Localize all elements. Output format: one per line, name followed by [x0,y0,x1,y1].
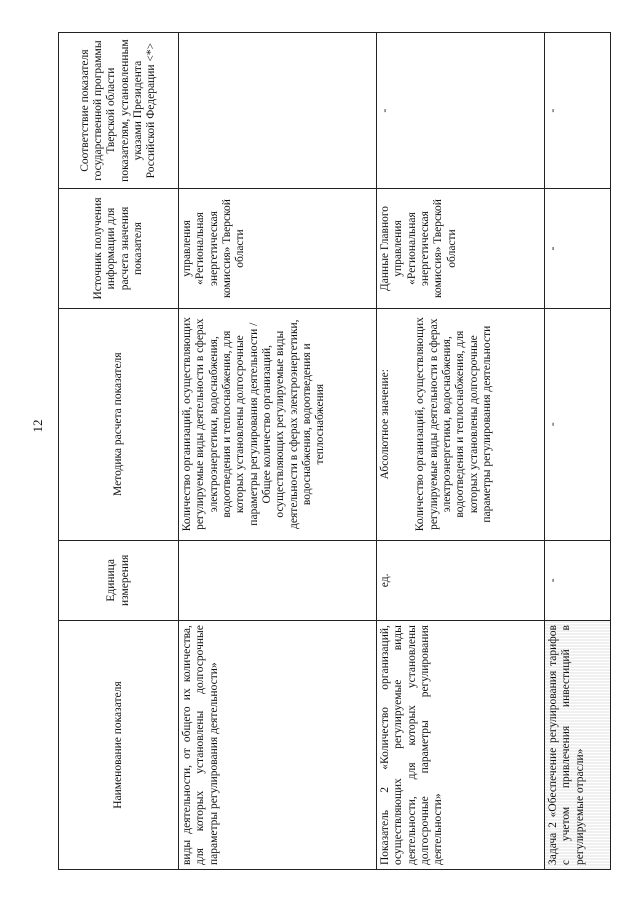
page-number: 12 [30,419,45,433]
row1-method: Количество организаций, осуществляющих регулируемые виды деятельности в сферах электроэнергетики, водоснабжения, водоотведения и теплоснабжения, для которых установлены долгосрочные параметры регулирования деятельности / Общее количество организаций, осуществляющих регулируемые виды деятельности в сферах электроэнергетики, водоснабжения, водоотведения и теплоснабжения [179,308,377,540]
row2-method: Количество организаций, осуществляющих регулируемые виды деятельности в сферах электроэнергетики, водоснабжения, водоотведения и теплоснабжения, для которых установлены долгосрочные параметры регулирования деятельности [414,317,493,532]
row3-compliance: - [545,33,611,189]
header-unit: Единица измерения [59,540,179,621]
row2-name: Показатель 2 «Количество организаций, осуществляющих регулируемые виды деятельности, для которых установлены долгосрочные параметры регулирования деятельности» [377,621,545,870]
rotated-table-container [58,32,610,870]
row1-name: виды деятельности, от общего их количества, для которых установлены долгосрочные параметры регулирования деятельности» [179,621,377,870]
row3-unit: - [545,540,611,621]
header-source: Источник получения информации для расчета значения показателя [59,189,179,309]
row1-unit [179,540,377,621]
row2-unit: ед. [377,540,545,621]
row2-method-cell [377,308,545,540]
row1-source: управления «Региональная энергетическая комиссия» Тверской области [179,189,377,309]
row3-source: - [545,189,611,309]
table-header-row [59,33,179,870]
row2-method-lead: Абсолютное значение: [379,369,391,480]
header-name: Наименование показателя [59,621,179,870]
header-method: Методика расчета показателя [59,308,179,540]
indicators-table [58,32,611,870]
row3-name: Задача 2 «Обеспечение регулирования тарифов с учетом привлечения инвестиций в регулируемые отрасли» [545,621,611,870]
table-row [545,33,611,870]
row2-source: Данные Главного управления «Региональная энергетическая комиссия» Тверской области [377,189,545,309]
header-compliance: Соответствие показателя государственной программы Тверской области показателям, установленным указами Президента Российской Федерации <*> [59,33,179,189]
row2-compliance: - [377,33,545,189]
row1-compliance [179,33,377,189]
row3-method: - [545,308,611,540]
table-row [377,33,545,870]
table-row [179,33,377,870]
